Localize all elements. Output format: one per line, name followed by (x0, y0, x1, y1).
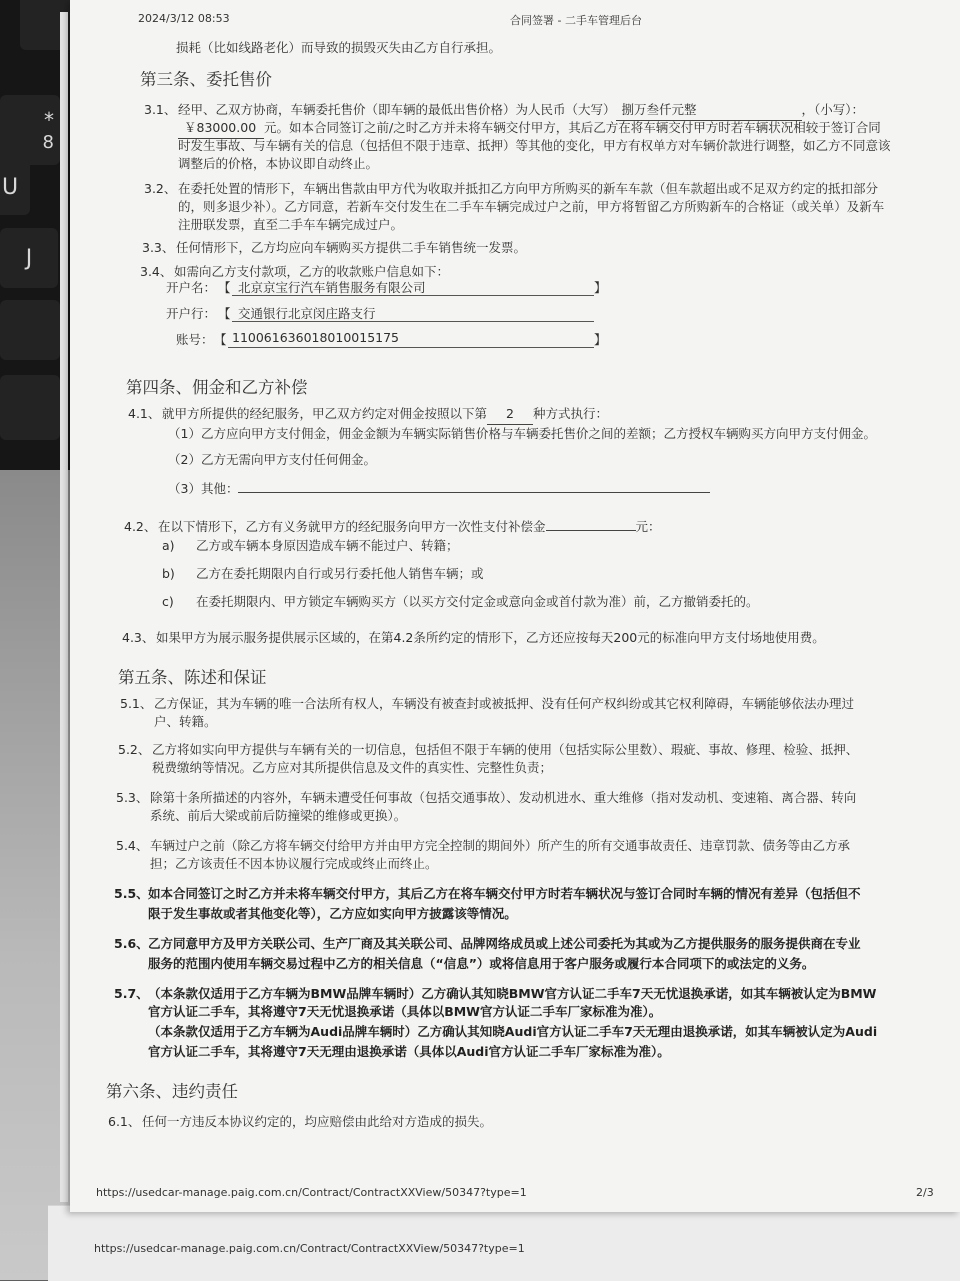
section-4-title: 第四条、佣金和乙方补偿 (126, 378, 308, 397)
section-5-title: 第五条、陈述和保证 (118, 668, 267, 687)
clause-text: 在以下情形下，乙方有义务就甲方的经纪服务向甲方一次性支付补偿金 (158, 519, 546, 534)
clause-text: 乙方保证，其为车辆的唯一合法所有权人，车辆没有被查封或被抵押、没有任何产权纠纷或其它权利障碍，车辆能够依法办理过 (154, 696, 855, 711)
clause-5-4-line1 (116, 836, 850, 856)
clause-3-2-line2: 的，则多退少补）。乙方同意，若新车交付发生在二手车车辆完成过户之前，甲方将暂留乙方所购新车的合格证（或关单）及新车 (178, 199, 885, 214)
clause-4-2-b (162, 564, 484, 584)
bracket-left: 【 (218, 280, 231, 295)
clause-5-1-line1 (120, 694, 854, 714)
clause-5-7-line3: （本条款仅适用于乙方车辆为Audi品牌车辆时）乙方确认其知晓Audi官方认证二手车7天无理由退换承诺，如其车辆被认定为Audi (148, 1024, 878, 1039)
item-letter: b) (162, 566, 175, 581)
clause-num: 5.3、 (116, 790, 149, 805)
account-number-label: 账号： (176, 332, 214, 347)
clause-5-6-line1 (114, 934, 861, 954)
clause-5-3-line2: 系统、前后大梁或前后防撞梁的维修或更换）。 (150, 808, 407, 823)
clause-text: 经甲、乙双方协商，车辆委托售价（即车辆的最低出售价格）为人民币（大写） (178, 102, 616, 117)
clause-5-7-line2: 官方认证二手车，其将遵守7天无忧退换承诺（具体以BMW官方认证二手车厂家标准为准）。 (148, 1004, 662, 1019)
amount-figure-field: ￥83000.00 (178, 118, 264, 139)
clause-text: 种方式执行： (533, 406, 609, 421)
clause-5-5-line1 (114, 884, 861, 904)
keyboard-key (0, 375, 60, 440)
keyboard-key-label: * (44, 107, 54, 132)
clause-num: 4.3、 (122, 630, 155, 645)
clause-4-2-a (162, 536, 459, 556)
keyboard-key (0, 228, 58, 288)
bracket-left: 【 (214, 332, 227, 347)
clause-text: （本条款仅适用于乙方车辆为BMW品牌车辆时）乙方确认其知晓BMW官方认证二手车7天无忧退换承诺，如其车辆被认定为BMW (148, 986, 877, 1001)
clause-num: 5.7、 (114, 986, 149, 1001)
clause-text: 元。如本合同签订之前/之时乙方并未将车辆交付甲方，其后乙方在将车辆交付甲方时若车辆状况相较于签订合同 (264, 120, 881, 135)
clause-num: 3.4、 (140, 264, 173, 279)
option-3-label: （3）其他： (168, 481, 239, 496)
clause-5-1-line2: 户、转籍。 (154, 714, 217, 729)
account-number-value: 110061636018010015175 (232, 330, 400, 345)
clause-num: 3.2、 (144, 181, 177, 196)
clause-text: 乙方将如实向甲方提供与车辆有关的一切信息，包括但不限于车辆的使用（包括实际公里数）、瑕疵、事故、修理、检验、抵押、 (152, 742, 859, 757)
clause-3-1-line3: 时发生事故、与车辆有关的信息（包括但不限于违章、抵押）等其他的变化，甲方有权单方对车辆价款进行调整，如乙方不同意该 (178, 138, 891, 153)
bracket-right: 】 (594, 280, 607, 295)
clause-3-2-line3: 注册联发票，直至二手车车辆完成过户。 (178, 217, 404, 232)
clause-5-3-line1 (116, 788, 856, 808)
keyboard-key (0, 95, 60, 165)
item-text: 乙方或车辆本身原因造成车辆不能过户、转籍； (196, 538, 459, 553)
clause-6-1 (108, 1112, 492, 1132)
clause-text: 就甲方所提供的经纪服务，甲乙双方约定对佣金按照以下第 (162, 406, 488, 421)
contract-page (70, 0, 960, 1212)
paper-under-sheet (48, 1205, 960, 1281)
clause-num: 3.3、 (142, 240, 175, 255)
option-2: （2）乙方无需向甲方支付任何佣金。 (168, 452, 376, 467)
clause-text: 元： (635, 519, 661, 534)
clause-text: ，（小写）： (801, 102, 865, 117)
item-letter: c) (162, 594, 174, 609)
clause-num: 5.2、 (118, 742, 151, 757)
clause-5-2-line1 (118, 740, 858, 760)
account-name-value: 北京京宝行汽车销售服务有限公司 (238, 280, 426, 295)
account-bank-label: 开户行： (166, 306, 217, 321)
paper-stack-edge (60, 12, 68, 1202)
clause-num: 5.4、 (116, 838, 149, 853)
clause-5-4-line2: 担；乙方该责任不因本协议履行完成或终止而终止。 (150, 856, 438, 871)
option-3 (168, 478, 710, 499)
clause-4-2-c (162, 592, 759, 612)
option-1: （1）乙方应向甲方支付佣金，佣金金额为车辆实际销售价格与车辆委托售价之间的差额；乙方授权车辆购买方向甲方支付佣金。 (168, 426, 876, 441)
item-text: 在委托期限内、甲方锁定车辆购买方（以买方交付定金或意向金或首付款为准）前，乙方撤销委托的。 (196, 594, 759, 609)
clause-num: 5.5、 (114, 886, 149, 901)
print-datetime: 2024/3/12 08:53 (138, 12, 230, 25)
clause-num: 4.2、 (124, 519, 157, 534)
clause-3-1-line4: 调整后的价格，本协议即自动终止。 (178, 156, 379, 171)
clause-text: 如果甲方为展示服务提供展示区域的，在第4.2条所约定的情形下，乙方还应按每天200元的标准向甲方支付场地使用费。 (156, 630, 825, 645)
clause-text: 任何一方违反本协议约定的，均应赔偿由此给对方造成的损失。 (142, 1114, 493, 1129)
clause-5-7-line4: 官方认证二手车，其将遵守7天无理由退换承诺（具体以Audi官方认证二手车厂家标准为准）。 (148, 1044, 670, 1059)
clause-num: 6.1、 (108, 1114, 141, 1129)
clause-text: 如需向乙方支付款项，乙方的收款账户信息如下： (174, 264, 450, 279)
keyboard-key-label: 8 (42, 131, 54, 153)
clause-text: 如本合同签订之时乙方并未将车辆交付甲方，其后乙方在将车辆交付甲方时若车辆状况与签订合同时车辆的情况有差异（包括但不 (148, 886, 861, 901)
clause-num: 5.6、 (114, 936, 149, 951)
footer-url: https://usedcar-manage.paig.com.cn/Contract/ContractXXView/50347?type=1 (96, 1186, 527, 1199)
carryover-line: 损耗（比如线路老化）而导致的损毁灭失由乙方自行承担。 (176, 40, 502, 55)
clause-text: 乙方同意甲方及甲方关联公司、生产厂商及其关联公司、品牌网络成员或上述公司委托为其或为乙方提供服务的服务提供商在专业 (148, 936, 861, 951)
clause-4-3 (122, 628, 825, 648)
clause-text: 在委托处置的情形下，车辆出售款由甲方代为收取并抵扣乙方向甲方所购买的新车车款（但车款超出或不足双方约定的抵扣部分 (178, 181, 879, 196)
clause-num: 4.1、 (128, 406, 161, 421)
clause-4-1 (128, 404, 608, 425)
clause-5-7-line1 (114, 984, 876, 1004)
clause-3-3 (142, 238, 526, 258)
keyboard-key-label: U (1, 175, 19, 200)
keyboard-key-label: J (25, 245, 33, 271)
clause-3-2-line1 (144, 179, 878, 199)
clause-text: 任何情形下，乙方均应向车辆购买方提供二手车销售统一发票。 (176, 240, 527, 255)
section-3-title: 第三条、委托售价 (140, 70, 272, 89)
account-number-row (176, 330, 616, 350)
page-number: 2/3 (916, 1186, 934, 1199)
clause-text: 车辆过户之前（除乙方将车辆交付给甲方并由甲方完全控制的期间外）所产生的所有交通事故责任、违章罚款、债务等由乙方承 (150, 838, 851, 853)
account-name-row (166, 278, 606, 298)
keyboard-key (0, 300, 60, 360)
account-name-label: 开户名： (166, 280, 217, 295)
option-3-blank (238, 478, 710, 493)
clause-5-2-line2: 税费缴纳等情况。乙方应对其所提供信息及文件的真实性、完整性负责； (152, 760, 553, 775)
clause-5-5-line2: 限于发生事故或者其他变化等），乙方应如实向甲方披露该等情况。 (148, 906, 517, 921)
section-6-title: 第六条、违约责任 (106, 1082, 238, 1101)
clause-num: 3.1、 (144, 102, 177, 117)
clause-text: 除第十条所描述的内容外，车辆未遭受任何事故（包括交通事故）、发动机进水、重大维修（指对发动机、变速箱、离合器、转向 (150, 790, 857, 805)
keyboard-key (0, 160, 30, 215)
clause-4-2 (124, 516, 661, 537)
compensation-blank (546, 516, 636, 531)
item-text: 乙方在委托期限内自行或另行委托他人销售车辆；或 (196, 566, 484, 581)
amount-words-field: 捌万叁仟元整 (616, 100, 802, 121)
account-bank-row (166, 304, 606, 324)
bracket-left: 【 (218, 306, 231, 321)
commission-option-field: 2 (487, 404, 533, 425)
clause-num: 5.1、 (120, 696, 153, 711)
clause-5-6-line2: 服务的范围内使用车辆交易过程中乙方的相关信息（“信息”）或将信息用于客户服务或履行本合同项下的或法定的义务。 (148, 956, 815, 971)
print-title: 合同签署 - 二手车管理后台 (510, 14, 642, 27)
footer-url-under: https://usedcar-manage.paig.com.cn/Contract/ContractXXView/50347?type=1 (94, 1242, 525, 1255)
item-letter: a) (162, 538, 175, 553)
account-bank-value: 交通银行北京闵庄路支行 (238, 306, 376, 321)
bracket-right: 】 (594, 332, 607, 347)
